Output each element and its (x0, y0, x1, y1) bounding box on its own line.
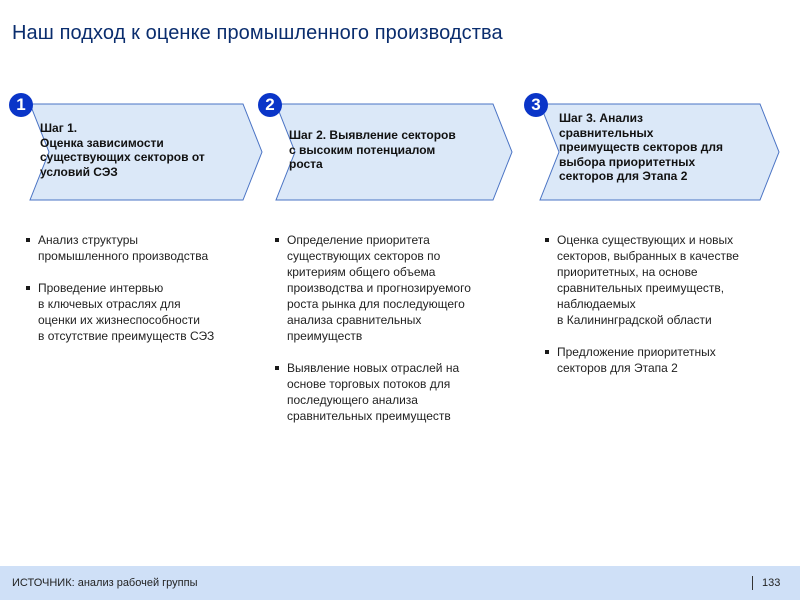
page-separator (752, 576, 753, 590)
step-1-badge: 1 (9, 93, 33, 117)
source-note: ИСТОЧНИК: анализ рабочей группы (12, 577, 198, 589)
step-2-title: Шаг 2. Выявление секторов с высоким потенциалом роста (289, 128, 456, 171)
step-2-badge: 2 (258, 93, 282, 117)
step-3-title: Шаг 3. Анализ сравнительных преимуществ секторов для выбора приоритетных секторов для Этапа 2 (559, 111, 723, 183)
step-2-details (273, 232, 513, 440)
list-item: Анализ структуры промышленного производства (24, 232, 264, 264)
list-item: Оценка существующих и новых секторов, выбранных в качестве приоритетных, на основе сравнительных преимуществ, наблюдаемых в Калининградской области (543, 232, 788, 328)
page-number: 133 (762, 577, 781, 589)
list-item: Определение приоритета существующих секторов по критериям общего объема производства и прогнозируемого роста рынка для последующего анализа сравнительных преимуществ (273, 232, 513, 344)
step-3-details (543, 232, 788, 392)
list-item: Выявление новых отраслей на основе торговых потоков для последующего анализа сравнительных преимуществ (273, 360, 513, 424)
page-title: Наш подход к оценке промышленного производства (12, 22, 503, 44)
step-1-details (24, 232, 264, 360)
list-item: Проведение интервью в ключевых отраслях для оценки их жизнеспособности в отсутствие преимуществ СЭЗ (24, 280, 264, 344)
footer-bar (0, 566, 800, 600)
step-1-title: Шаг 1. Оценка зависимости существующих секторов от условий СЭЗ (40, 121, 205, 179)
step-3-badge: 3 (524, 93, 548, 117)
list-item: Предложение приоритетных секторов для Этапа 2 (543, 344, 788, 376)
